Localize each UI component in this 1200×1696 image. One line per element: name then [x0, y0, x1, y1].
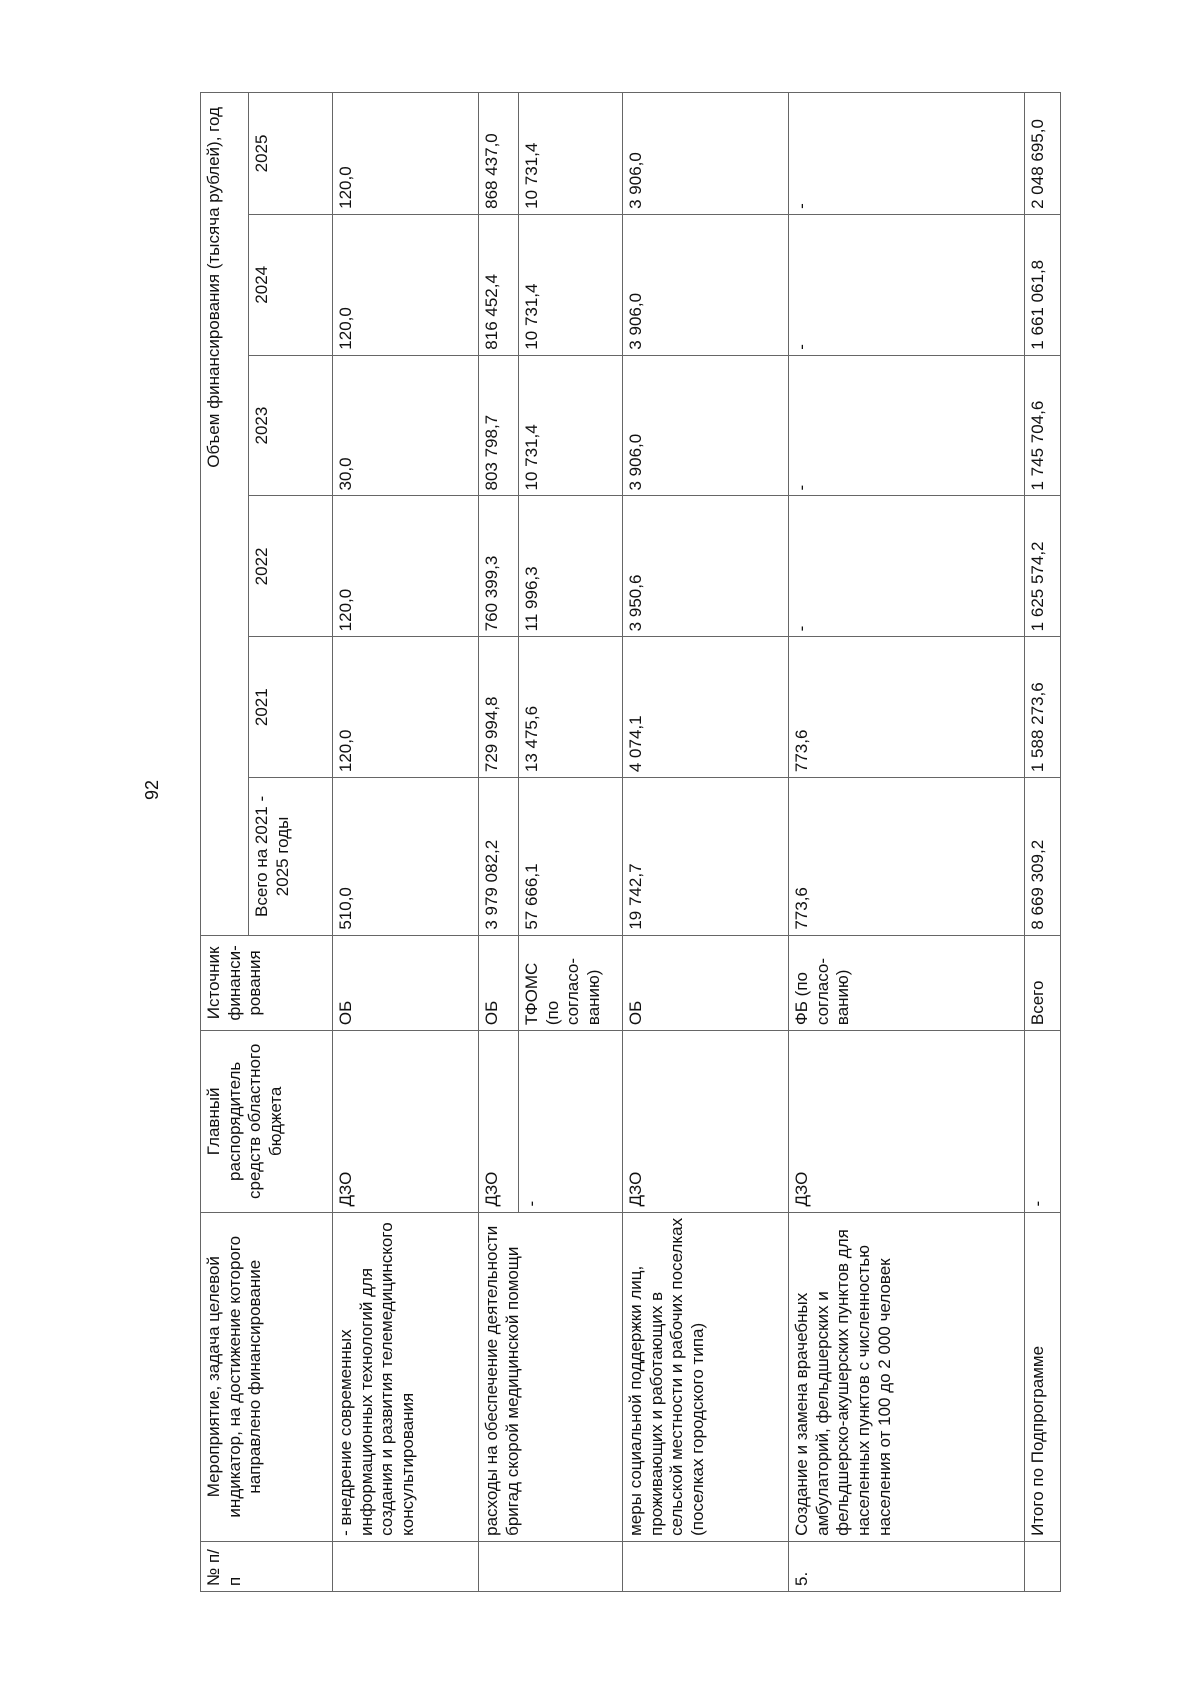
cell-total: 19 742,7	[623, 778, 789, 936]
cell-2022: 1 625 574,2	[1025, 496, 1061, 637]
cell-2023: -	[789, 355, 1025, 496]
cell-2024: 120,0	[333, 214, 479, 355]
cell-event: расходы на обеспечение деятельности бригад скорой медицинской помощи	[479, 1212, 623, 1541]
cell-source: ОБ	[333, 935, 479, 1030]
cell-source: ОБ	[479, 935, 519, 1030]
cell-2023: 803 798,7	[479, 355, 519, 496]
cell-grbs: ДЗО	[789, 1031, 1025, 1212]
header-source: Источник финанси-рования	[201, 935, 333, 1030]
header-grbs: Главный распорядитель средств областного бюджета	[201, 1031, 333, 1212]
cell-2023: 1 745 704,6	[1025, 355, 1061, 496]
cell-grbs: -	[519, 1031, 623, 1212]
cell-2024: 1 661 061,8	[1025, 214, 1061, 355]
cell-2022: 760 399,3	[479, 496, 519, 637]
cell-2024: -	[789, 214, 1025, 355]
financing-table	[200, 92, 1061, 1592]
cell-2022: 11 996,3	[519, 496, 623, 637]
cell-2022: -	[789, 496, 1025, 637]
cell-grbs: -	[1025, 1031, 1061, 1212]
cell-2021: 729 994,8	[479, 637, 519, 778]
cell-no	[1025, 1541, 1061, 1591]
table-row	[333, 93, 479, 1592]
cell-2023: 30,0	[333, 355, 479, 496]
cell-source: ОБ	[623, 935, 789, 1030]
cell-no	[479, 1541, 623, 1591]
header-year-2025: 2025	[249, 93, 333, 215]
cell-2025: 2 048 695,0	[1025, 93, 1061, 215]
cell-event: меры социальной поддержки лиц, проживающих и работающих в сельской местности и рабочих поселках (поселках городского типа)	[623, 1212, 789, 1541]
cell-2021: 4 074,1	[623, 637, 789, 778]
cell-2022: 120,0	[333, 496, 479, 637]
cell-2025: -	[789, 93, 1025, 215]
cell-total: 3 979 082,2	[479, 778, 519, 936]
header-year-2022: 2022	[249, 496, 333, 637]
cell-2025: 3 906,0	[623, 93, 789, 215]
cell-2021: 13 475,6	[519, 637, 623, 778]
cell-2025: 10 731,4	[519, 93, 623, 215]
header-year-2024: 2024	[249, 214, 333, 355]
cell-2021: 120,0	[333, 637, 479, 778]
cell-source: ФБ (по согласо-ванию)	[789, 935, 1025, 1030]
cell-no	[333, 1541, 479, 1591]
cell-source: Всего	[1025, 935, 1061, 1030]
cell-2025: 868 437,0	[479, 93, 519, 215]
cell-grbs: ДЗО	[623, 1031, 789, 1212]
table-row	[479, 93, 519, 1592]
header-volume: Объем финансирования (тысяча рублей), год	[201, 93, 249, 936]
table-row	[623, 93, 789, 1592]
cell-2021: 773,6	[789, 637, 1025, 778]
cell-2022: 3 950,6	[623, 496, 789, 637]
cell-no: 5.	[789, 1541, 1025, 1591]
table-row	[1025, 93, 1061, 1592]
cell-total: 57 666,1	[519, 778, 623, 936]
cell-event: - внедрение современных информационных технологий для создания и развития телемедицинского консультирования	[333, 1212, 479, 1541]
rotated-table-container	[200, 92, 1047, 1592]
cell-total: 8 669 309,2	[1025, 778, 1061, 936]
cell-event: Итого по Подпрограмме	[1025, 1212, 1061, 1541]
cell-no	[623, 1541, 789, 1591]
cell-total: 510,0	[333, 778, 479, 936]
cell-2024: 3 906,0	[623, 214, 789, 355]
cell-grbs: ДЗО	[333, 1031, 479, 1212]
cell-event: Создание и замена врачебных амбулаторий, фельдшерских и фельдшерско-акушерских пунктов для населенных пунктов с численностью населения от 100 до 2 000 человек	[789, 1212, 1025, 1541]
header-year-2021: 2021	[249, 637, 333, 778]
cell-2021: 1 588 273,6	[1025, 637, 1061, 778]
page-number: 92	[142, 779, 162, 800]
cell-grbs: ДЗО	[479, 1031, 519, 1212]
table-row	[789, 93, 1025, 1592]
cell-total: 773,6	[789, 778, 1025, 936]
cell-2023: 3 906,0	[623, 355, 789, 496]
header-year-2023: 2023	[249, 355, 333, 496]
cell-source: ТФОМС (по согласо-ванию)	[519, 935, 623, 1030]
cell-2024: 10 731,4	[519, 214, 623, 355]
header-event: Мероприятие, задача целевой индикатор, на достижение которого направлено финансирование	[201, 1212, 333, 1541]
cell-2023: 10 731,4	[519, 355, 623, 496]
header-no: № п/п	[201, 1541, 333, 1591]
header-row-1	[201, 93, 249, 1592]
header-total: Всего на 2021 - 2025 годы	[249, 778, 333, 936]
cell-2024: 816 452,4	[479, 214, 519, 355]
cell-2025: 120,0	[333, 93, 479, 215]
